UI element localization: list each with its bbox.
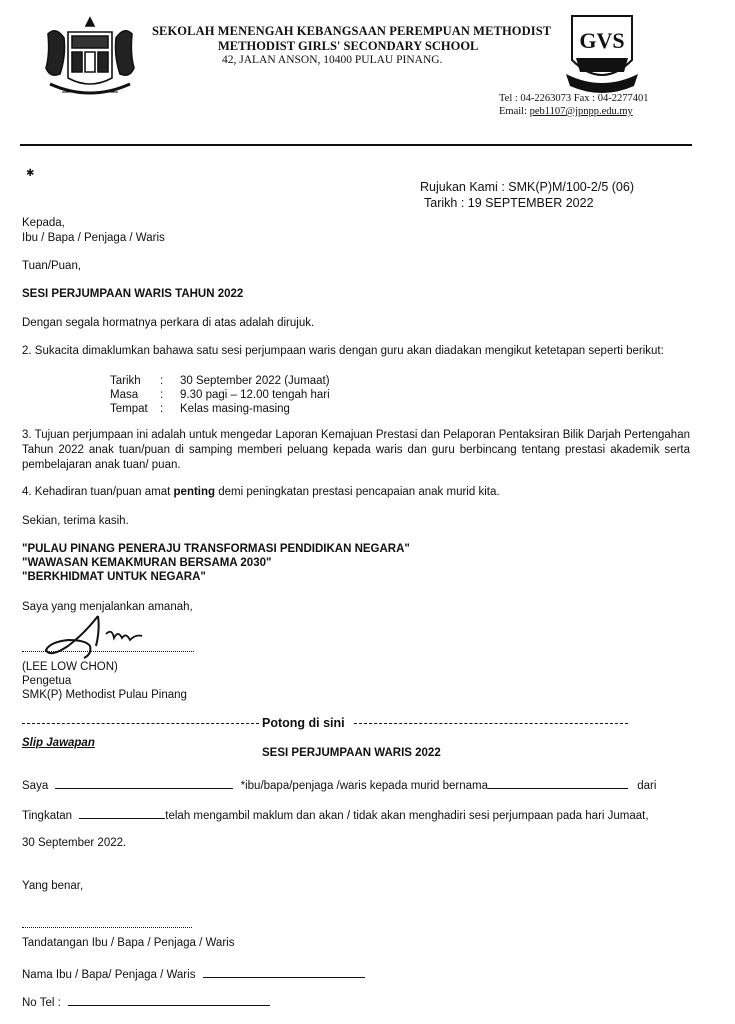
reference-number bbox=[420, 180, 634, 194]
email-label: Email: bbox=[499, 106, 527, 117]
yang-benar: Yang benar, bbox=[22, 880, 84, 892]
cut-line-right bbox=[354, 723, 628, 724]
parent-name-field[interactable] bbox=[203, 966, 365, 978]
cut-here-label: Potong di sini bbox=[262, 716, 345, 730]
school-name-malay: SEKOLAH MENENGAH KEBANGSAAN PEREMPUAN METHODIST bbox=[152, 24, 552, 38]
cut-line-left bbox=[22, 723, 259, 724]
signature-label: Tandatangan Ibu / Bapa / Penjaga / Waris bbox=[22, 937, 235, 949]
slogan-2: "WAWASAN KEMAKMURAN BERSAMA 2030" bbox=[22, 557, 272, 569]
reference-value: : SMK(P)M/100-2/5 (06) bbox=[501, 180, 634, 194]
recipient-line-2: Ibu / Bapa / Penjaga / Waris bbox=[22, 232, 165, 244]
slip-line-2: Tingkatan telah mengambil maklum dan akan / tidak akan menghadiri sesi perjumpaan pada hari Jumaat, bbox=[22, 807, 649, 822]
subject-heading: SESI PERJUMPAAN WARIS TAHUN 2022 bbox=[22, 288, 244, 300]
recipient-line-1: Kepada, bbox=[22, 217, 65, 229]
meeting-details bbox=[110, 374, 330, 416]
slogan-1: "PULAU PINANG PENERAJU TRANSFORMASI PENDIDIKAN NEGARA" bbox=[22, 543, 410, 555]
paragraph-4: 4. Kehadiran tuan/puan amat penting demi peningkatan prestasi pencapaian anak murid kita. bbox=[22, 486, 500, 498]
principal-signature bbox=[40, 610, 160, 662]
header-divider bbox=[20, 144, 692, 146]
contact-email-line bbox=[499, 106, 633, 117]
emphasis-penting: penting bbox=[173, 486, 216, 498]
signature-dotted-line bbox=[22, 651, 194, 652]
student-name-blank[interactable] bbox=[488, 777, 628, 789]
class-blank[interactable] bbox=[79, 807, 165, 819]
school-logo-text: GVS bbox=[579, 28, 625, 53]
parent-signature-line[interactable] bbox=[22, 927, 192, 928]
closing-line: Sekian, terima kasih. bbox=[22, 515, 129, 527]
slip-title: Slip Jawapan bbox=[22, 737, 95, 749]
detail-row-time: Masa : 9.30 pagi – 12.00 tengah hari bbox=[110, 389, 330, 401]
slip-line-1: Saya *ibu/bapa/penjaga /waris kepada murid bernama dari bbox=[22, 777, 656, 792]
trust-line: Saya yang menjalankan amanah, bbox=[22, 601, 193, 613]
email-link[interactable]: peb1107@jpnpp.edu.my bbox=[529, 106, 633, 117]
school-name-english: METHODIST GIRLS' SECONDARY SCHOOL bbox=[218, 39, 479, 53]
date-label: Tarikh bbox=[424, 196, 458, 210]
slip-heading: SESI PERJUMPAAN WARIS 2022 bbox=[262, 747, 441, 759]
paragraph-1: Dengan segala hormatnya perkara di atas adalah dirujuk. bbox=[22, 317, 315, 329]
school-crest-logo bbox=[562, 12, 642, 96]
signatory-school: SMK(P) Methodist Pulau Pinang bbox=[22, 689, 187, 701]
letter-date bbox=[424, 196, 594, 210]
malaysia-coat-of-arms-logo bbox=[40, 14, 140, 106]
contact-tel-fax: Tel : 04-2263073 Fax : 04-2277401 bbox=[499, 93, 649, 104]
stray-mark: ✱ bbox=[26, 168, 35, 179]
detail-row-date: Tarikh : 30 September 2022 (Jumaat) bbox=[110, 375, 330, 387]
paragraph-3: 3. Tujuan perjumpaan ini adalah untuk mengedar Laporan Kemajuan Prestasi dan Pelaporan Pentaksiran Bilik Darjah Pertengahan Tahun 2022 anak tuan/puan di samping memberi peluang kepada waris dan guru berbincang tentang prestasi akademik serta pembelajaran anak tuan/ puan. bbox=[22, 429, 690, 471]
reference-label: Rujukan Kami bbox=[420, 180, 498, 194]
phone-row: No Tel : bbox=[22, 994, 270, 1009]
paragraph-2: 2. Sukacita dimaklumkan bahawa satu sesi perjumpaan waris dengan guru akan diadakan mengikut ketetapan seperti berikut: bbox=[22, 345, 664, 357]
phone-field[interactable] bbox=[68, 994, 270, 1006]
slogan-3: "BERKHIDMAT UNTUK NEGARA" bbox=[22, 571, 206, 583]
parent-name-row: Nama Ibu / Bapa/ Penjaga / Waris bbox=[22, 966, 365, 981]
signatory-name: (LEE LOW CHON) bbox=[22, 661, 118, 673]
signatory-title: Pengetua bbox=[22, 675, 72, 687]
date-value: : 19 SEPTEMBER 2022 bbox=[460, 196, 594, 210]
salutation: Tuan/Puan, bbox=[22, 260, 82, 272]
detail-row-venue: Tempat : Kelas masing-masing bbox=[110, 403, 290, 415]
parent-name-blank[interactable] bbox=[55, 777, 233, 789]
school-address: 42, JALAN ANSON, 10400 PULAU PINANG. bbox=[222, 54, 443, 66]
slip-line-3: 30 September 2022. bbox=[22, 837, 127, 849]
